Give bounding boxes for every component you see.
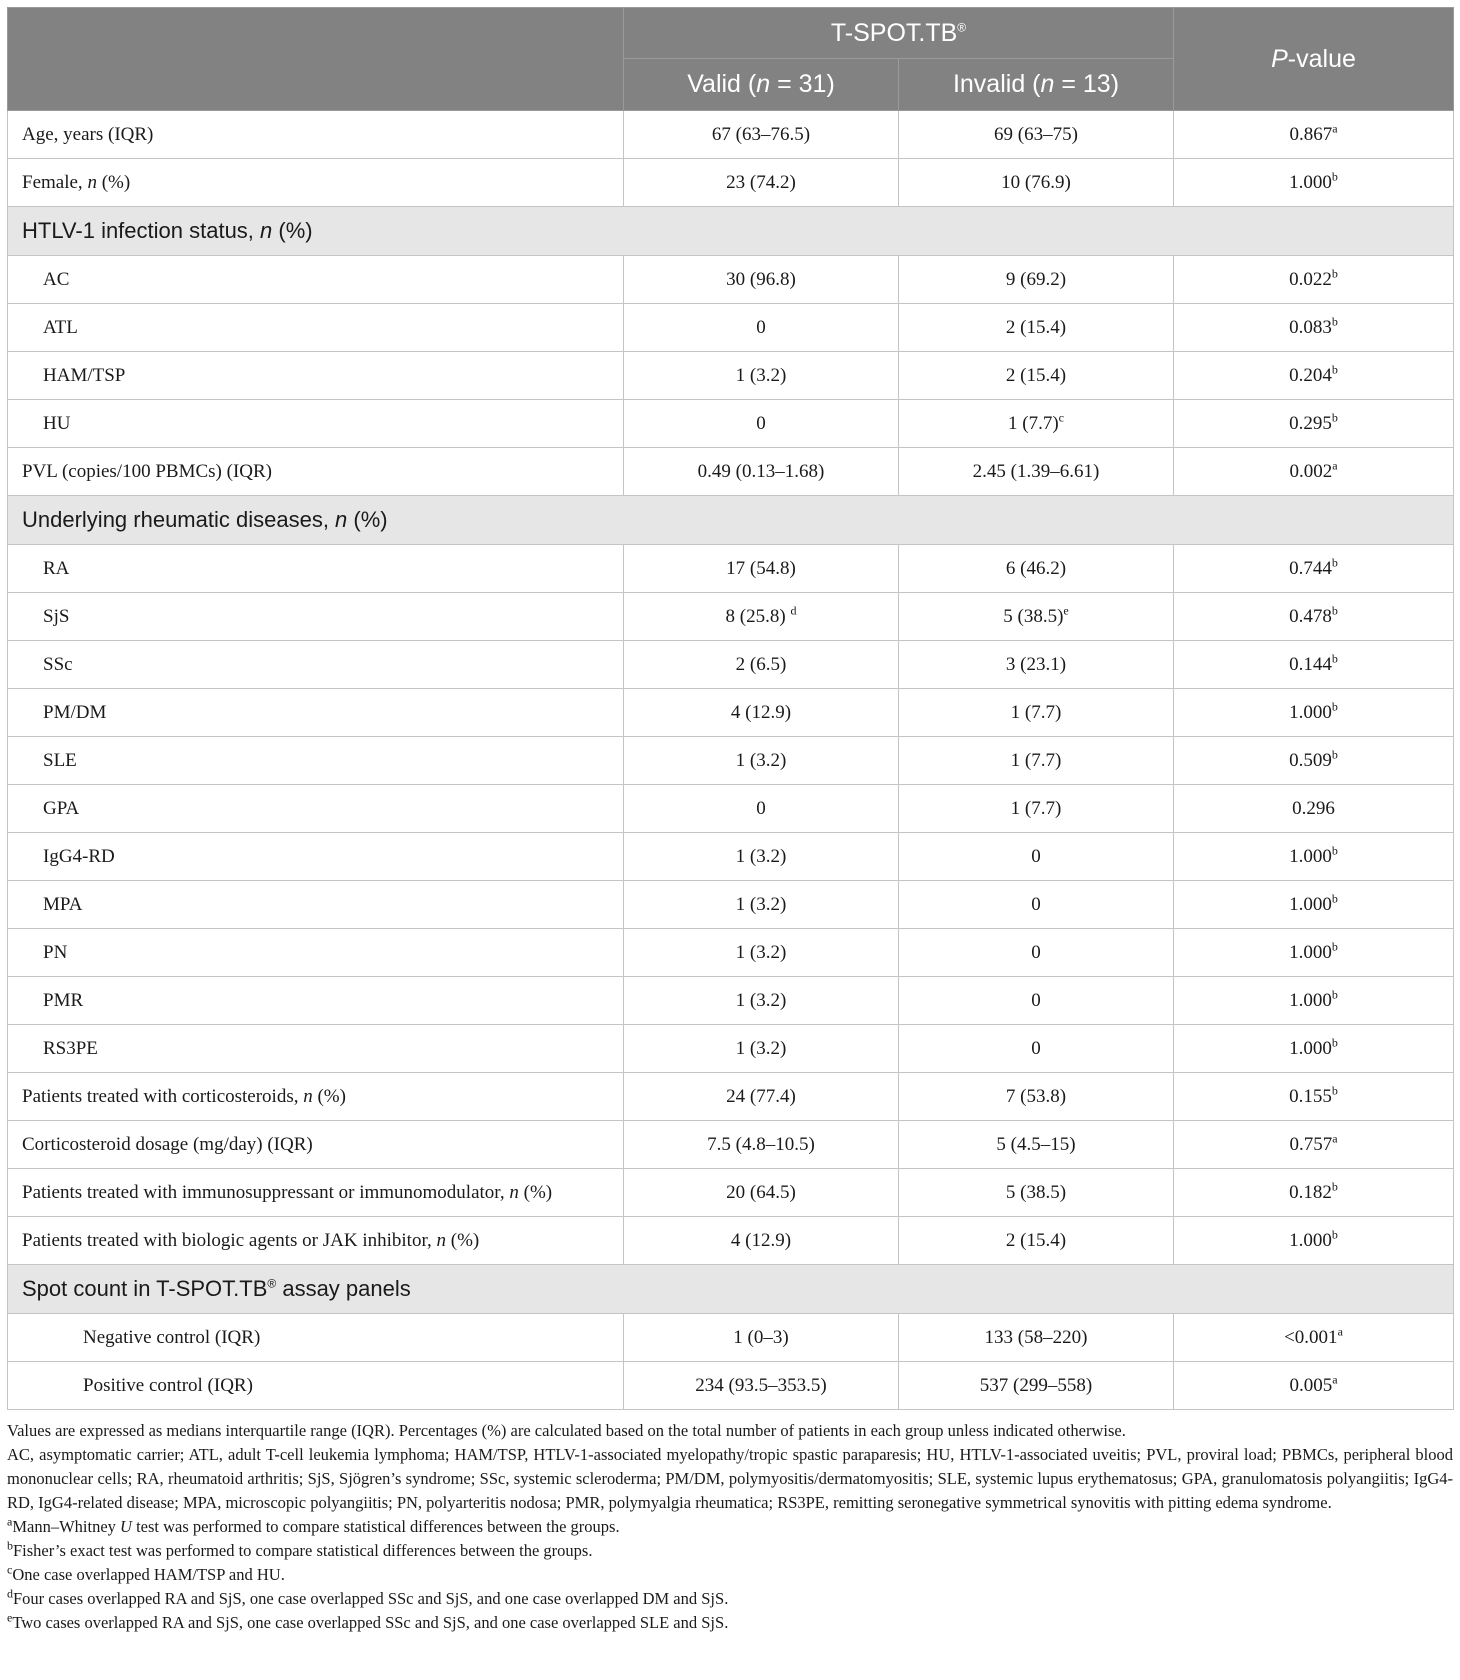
cell-invalid: 5 (38.5) [899, 1169, 1174, 1217]
row-label: Corticosteroid dosage (mg/day) (IQR) [8, 1121, 624, 1169]
cell-invalid: 69 (63–75) [899, 111, 1174, 159]
cell-valid: 4 (12.9) [624, 689, 899, 737]
cell-valid: 0 [624, 400, 899, 448]
row-label: Patients treated with immunosuppressant or immunomodulator, n (%) [8, 1169, 624, 1217]
table-row [8, 1314, 1454, 1362]
header-valid: Valid (n = 31) [624, 59, 899, 111]
cell-invalid: 9 (69.2) [899, 256, 1174, 304]
table-row [8, 352, 1454, 400]
row-label: ATL [8, 304, 624, 352]
cell-valid: 1 (3.2) [624, 929, 899, 977]
cell-valid: 23 (74.2) [624, 159, 899, 207]
table-row [8, 159, 1454, 207]
header-row [8, 8, 1454, 59]
cell-pvalue: 0.022$^b$ [1174, 256, 1454, 304]
cell-valid: 0.49 (0.13–1.68) [624, 448, 899, 496]
cell-pvalue: 0.296 [1174, 785, 1454, 833]
cell-valid: 2 (6.5) [624, 641, 899, 689]
cell-pvalue: 1.000$^b$ [1174, 689, 1454, 737]
table-row [8, 785, 1454, 833]
cell-pvalue: 0.295$^b$ [1174, 400, 1454, 448]
comparison-table [7, 7, 1454, 1410]
cell-valid: 17 (54.8) [624, 545, 899, 593]
table-row [8, 111, 1454, 159]
cell-pvalue: 0.478$^b$ [1174, 593, 1454, 641]
cell-valid: 1 (3.2) [624, 352, 899, 400]
cell-valid: 1 (0–3) [624, 1314, 899, 1362]
cell-pvalue: 1.000$^b$ [1174, 1217, 1454, 1265]
header-pvalue: P-value [1174, 8, 1454, 111]
table-row [8, 1121, 1454, 1169]
row-label: Female, n (%) [8, 159, 624, 207]
row-label: SjS [8, 593, 624, 641]
table-container [7, 7, 1453, 1635]
section-row-spot-count [8, 1265, 1454, 1314]
cell-valid: 24 (77.4) [624, 1073, 899, 1121]
cell-invalid: 1 $(7.7)^c$ [899, 400, 1174, 448]
cell-valid: 20 (64.5) [624, 1169, 899, 1217]
row-label: RA [8, 545, 624, 593]
cell-pvalue: 0.757$^a$ [1174, 1121, 1454, 1169]
cell-pvalue: 1.000$^b$ [1174, 881, 1454, 929]
cell-pvalue: 0.155$^b$ [1174, 1073, 1454, 1121]
table-row [8, 448, 1454, 496]
row-label: MPA [8, 881, 624, 929]
table-row [8, 881, 1454, 929]
cell-valid: 0 [624, 785, 899, 833]
row-label: Age, years (IQR) [8, 111, 624, 159]
cell-invalid: 133 (58–220) [899, 1314, 1174, 1362]
footnote-e: $^e$Two cases overlapped RA and SjS, one case overlapped SSc and SjS, and one case overlapped SLE and SjS. [7, 1610, 729, 1632]
row-label: HU [8, 400, 624, 448]
cell-pvalue: 1.000$^b$ [1174, 1025, 1454, 1073]
cell-valid: 0 [624, 304, 899, 352]
cell-invalid: 5 $(38.5)^e$ [899, 593, 1174, 641]
cell-invalid: 0 [899, 833, 1174, 881]
row-label: Patients treated with corticosteroids, n (%) [8, 1073, 624, 1121]
row-label: PVL (copies/100 PBMCs) (IQR) [8, 448, 624, 496]
cell-valid: 67 (63–76.5) [624, 111, 899, 159]
table-row [8, 593, 1454, 641]
section-label: Spot count in T-SPOT.TB® assay panels [8, 1265, 1454, 1314]
header-tspot: T-SPOT.TB® [624, 8, 1174, 59]
row-label: AC [8, 256, 624, 304]
footnote-b: $^b$Fisher’s exact test was performed to compare statistical differences between the groups. [7, 1538, 593, 1560]
cell-invalid: 7 (53.8) [899, 1073, 1174, 1121]
cell-invalid: 1 (7.7) [899, 737, 1174, 785]
footnote-d: $^d$Four cases overlapped RA and SjS, one case overlapped SSc and SjS, and one case overlapped DM and SjS. [7, 1586, 729, 1608]
table-footnotes [7, 1419, 1453, 1635]
cell-pvalue: 0.005$^a$ [1174, 1362, 1454, 1410]
table-row [8, 1025, 1454, 1073]
footnote-values: Values are expressed as medians interquartile range (IQR). Percentages (%) are calculated based on the total number of patients in each group unless indicated otherwise. [7, 1421, 1126, 1440]
section-label: Underlying rheumatic diseases, n (%) [8, 496, 1454, 545]
cell-invalid: 0 [899, 977, 1174, 1025]
section-label: HTLV-1 infection status, n (%) [8, 207, 1454, 256]
cell-pvalue: 0.204$^b$ [1174, 352, 1454, 400]
table-row [8, 737, 1454, 785]
header-invalid: Invalid (n = 13) [899, 59, 1174, 111]
cell-invalid: 3 (23.1) [899, 641, 1174, 689]
cell-pvalue: 1.000$^b$ [1174, 929, 1454, 977]
table-row [8, 1362, 1454, 1410]
section-row-htlv [8, 207, 1454, 256]
cell-invalid: 5 (4.5–15) [899, 1121, 1174, 1169]
table-row [8, 400, 1454, 448]
row-label: HAM/TSP [8, 352, 624, 400]
row-label: PN [8, 929, 624, 977]
cell-pvalue: 0.144$^b$ [1174, 641, 1454, 689]
cell-invalid: 10 (76.9) [899, 159, 1174, 207]
cell-invalid: 2 (15.4) [899, 1217, 1174, 1265]
cell-pvalue: 0.182$^b$ [1174, 1169, 1454, 1217]
header-blank [8, 8, 624, 111]
table-row [8, 977, 1454, 1025]
cell-pvalue: 0.083$^b$ [1174, 304, 1454, 352]
cell-valid: 1 (3.2) [624, 881, 899, 929]
table-row [8, 1217, 1454, 1265]
row-label: Patients treated with biologic agents or JAK inhibitor, n (%) [8, 1217, 624, 1265]
cell-pvalue: 1.000$^b$ [1174, 977, 1454, 1025]
table-row [8, 1073, 1454, 1121]
cell-invalid: 2.45 (1.39–6.61) [899, 448, 1174, 496]
table-row [8, 833, 1454, 881]
cell-pvalue: 0.867$^a$ [1174, 111, 1454, 159]
cell-invalid: 0 [899, 881, 1174, 929]
footnote-a: $^a$Mann–Whitney U test was performed to compare statistical differences between the groups. [7, 1514, 620, 1536]
cell-pvalue: 0.002$^a$ [1174, 448, 1454, 496]
cell-valid: 1 (3.2) [624, 833, 899, 881]
cell-invalid: 2 (15.4) [899, 304, 1174, 352]
row-label: Positive control (IQR) [8, 1362, 624, 1410]
cell-valid: 1 (3.2) [624, 977, 899, 1025]
footnote-c: $^c$One case overlapped HAM/TSP and HU. [7, 1562, 285, 1584]
cell-invalid: 2 (15.4) [899, 352, 1174, 400]
cell-valid: 30 (96.8) [624, 256, 899, 304]
row-label: Negative control (IQR) [8, 1314, 624, 1362]
cell-valid: 1 (3.2) [624, 737, 899, 785]
section-row-rheumatic [8, 496, 1454, 545]
table-row [8, 929, 1454, 977]
cell-valid: 1 (3.2) [624, 1025, 899, 1073]
table-row [8, 689, 1454, 737]
cell-pvalue: 0.509$^b$ [1174, 737, 1454, 785]
row-label: SSc [8, 641, 624, 689]
cell-valid: 234 (93.5–353.5) [624, 1362, 899, 1410]
cell-invalid: 6 (46.2) [899, 545, 1174, 593]
cell-invalid: 1 (7.7) [899, 785, 1174, 833]
cell-invalid: 537 (299–558) [899, 1362, 1174, 1410]
row-label: IgG4-RD [8, 833, 624, 881]
table-row [8, 1169, 1454, 1217]
footnote-abbreviations: AC, asymptomatic carrier; ATL, adult T-cell leukemia lymphoma; HAM/TSP, HTLV-1-associated myelopathy/tropic spastic paraparesis; HU, HTLV-1-associated uveitis; PVL, proviral load; PBMCs, peripheral blood mononuclear cells; RA, rheumatoid arthritis; SjS, Sjögren’s syndrome; SSc, systemic scleroderma; PM/DM, polymyositis/dermatomyositis; SLE, systemic lupus erythematosus; GPA, granulomatosis polyangiitis; IgG4-RD, IgG4-related disease; MPA, microscopic polyangiitis; PN, polyarteritis nodosa; PMR, polymyalgia rheumatica; RS3PE, remitting seronegative symmetrical synovitis with pitting edema syndrome. [7, 1445, 1453, 1512]
cell-valid: 7.5 (4.8–10.5) [624, 1121, 899, 1169]
row-label: GPA [8, 785, 624, 833]
cell-pvalue: 1.000$^b$ [1174, 159, 1454, 207]
cell-pvalue: 0.744$^b$ [1174, 545, 1454, 593]
cell-valid: 4 (12.9) [624, 1217, 899, 1265]
row-label: PMR [8, 977, 624, 1025]
cell-pvalue: 1.000$^b$ [1174, 833, 1454, 881]
row-label: PM/DM [8, 689, 624, 737]
row-label: RS3PE [8, 1025, 624, 1073]
cell-invalid: 1 (7.7) [899, 689, 1174, 737]
cell-invalid: 0 [899, 1025, 1174, 1073]
cell-invalid: 0 [899, 929, 1174, 977]
row-label: SLE [8, 737, 624, 785]
table-row [8, 304, 1454, 352]
cell-valid: 8 (25.8) $^d$ [624, 593, 899, 641]
table-row [8, 641, 1454, 689]
table-row [8, 545, 1454, 593]
cell-pvalue: <0.001$^a$ [1174, 1314, 1454, 1362]
table-row [8, 256, 1454, 304]
